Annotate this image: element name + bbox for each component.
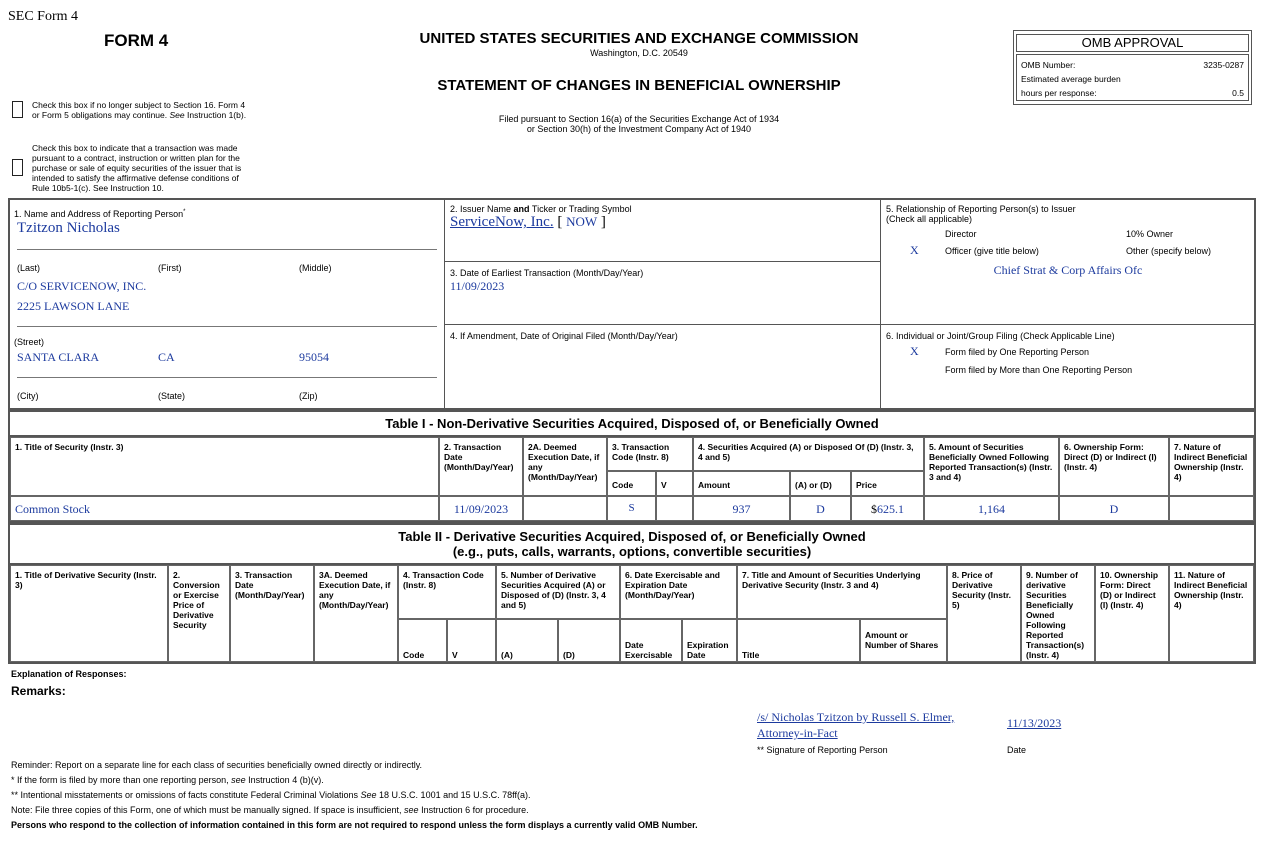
footnote-copies: Note: File three copies of this Form, one of which must be manually signed. If space is insufficient, see Instruction 6 for procedure. xyxy=(11,805,529,815)
t1-col-v: V xyxy=(656,471,693,496)
relationship-label: 5. Relationship of Reporting Person(s) to Issuer xyxy=(886,204,1076,214)
filing-one-person: Form filed by One Reporting Person xyxy=(945,347,1090,357)
form-title: FORM 4 xyxy=(104,31,169,50)
footnote-misstatements: ** Intentional misstatements or omissions of facts constitute Federal Criminal Violations See 18 U.S.C. 1001 and 15 U.S.C. 78ff(a). xyxy=(11,790,531,800)
omb-details xyxy=(1016,54,1249,101)
t2-col-underlying-securities: 7. Title and Amount of Securities Underlying Derivative Security (Instr. 3 and 4) xyxy=(737,565,947,619)
row-amount: 937 xyxy=(693,496,790,521)
officer-mark: X xyxy=(910,243,919,257)
address-line2: 2225 LAWSON LANE xyxy=(17,299,130,313)
officer-label: Officer (give title below) xyxy=(945,246,1039,256)
middle-label: (Middle) xyxy=(299,263,332,273)
table-2-title: Table II - Derivative Securities Acquired, Disposed of, or Beneficially Owned (e.g., puts, calls, warrants, options, convertible securities) xyxy=(398,529,866,559)
t1-col-ownership-form: 6. Ownership Form: Direct (D) or Indirect (I) (Instr. 4) xyxy=(1059,437,1169,496)
t2-col-exercisable-expiration: 6. Date Exercisable and Expiration Date (Month/Day/Year) xyxy=(620,565,737,619)
agency-title: UNITED STATES SECURITIES AND EXCHANGE COMMISSION xyxy=(419,30,859,47)
reminder-note: Reminder: Report on a separate line for each class of securities beneficially owned directly or indirectly. xyxy=(11,760,423,770)
t1-col-a-or-d: (A) or (D) xyxy=(790,471,851,496)
state-label: (State) xyxy=(158,391,186,401)
earliest-date-label: 3. Date of Earliest Transaction (Month/Day/Year) xyxy=(450,268,644,278)
filing-label: 6. Individual or Joint/Group Filing (Check Applicable Line) xyxy=(886,331,1115,341)
t1-col-securities-acquired: 4. Securities Acquired (A) or Disposed Of (D) (Instr. 3, 4 and 5) xyxy=(693,437,924,471)
explanation-heading: Explanation of Responses: xyxy=(11,669,127,679)
t1-col-nature-ownership: 7. Nature of Indirect Beneficial Ownership (Instr. 4) xyxy=(1169,437,1254,496)
t2-col-expiration-date: Expiration Date xyxy=(682,619,737,662)
rule10b5-checkbox[interactable] xyxy=(12,159,23,176)
t2-col-title-derivative: 1. Title of Derivative Security (Instr. 3) xyxy=(10,565,168,662)
last-label: (Last) xyxy=(17,263,41,273)
row-deemed-date xyxy=(523,496,607,521)
statement-title: STATEMENT OF CHANGES IN BENEFICIAL OWNERSHIP xyxy=(437,77,841,94)
t2-col-number-derivative: 5. Number of Derivative Securities Acquired (A) or Disposed of (D) (Instr. 3, 4 and 5) xyxy=(496,565,620,619)
t2-col-transaction-code: 4. Transaction Code (Instr. 8) xyxy=(398,565,496,619)
t1-col-code: Code xyxy=(607,471,656,496)
remarks-heading: Remarks: xyxy=(11,684,66,698)
director-label: Director xyxy=(945,229,977,239)
t2-col-transaction-date: 3. Transaction Date (Month/Day/Year) xyxy=(230,565,314,662)
omb-validity-note: Persons who respond to the collection of information contained in this form are not required to respond unless the form displays a currently valid OMB Number. xyxy=(11,820,698,830)
other-label: Other (specify below) xyxy=(1126,246,1212,256)
t2-col-a: (A) xyxy=(496,619,558,662)
section16-text: Check this box if no longer subject to Section 16. Form 4 or Form 5 obligations may continue. See Instruction 1(b). xyxy=(32,100,247,120)
t1-col-transaction-code: 3. Transaction Code (Instr. 8) xyxy=(607,437,693,471)
row-security-title: Common Stock xyxy=(10,496,439,521)
row-transaction-date: 11/09/2023 xyxy=(439,496,523,521)
t1-col-amount: Amount xyxy=(693,471,790,496)
omb-title: OMB APPROVAL xyxy=(1016,34,1249,52)
filed-pursuant-line1: Filed pursuant to Section 16(a) of the Securities Exchange Act of 1934 xyxy=(498,114,780,124)
t2-col-ownership-form: 10. Ownership Form: Direct (D) or Indirect (I) (Instr. 4) xyxy=(1095,565,1169,662)
filing-mark: X xyxy=(910,344,919,358)
omb-burden-label: Estimated average burden xyxy=(1021,74,1121,84)
t2-col-price-derivative: 8. Price of Derivative Security (Instr. 5) xyxy=(947,565,1021,662)
omb-hours-value: 0.5 xyxy=(1232,88,1244,98)
ticker-link[interactable]: NOW xyxy=(566,214,598,229)
omb-number-value: 3235-0287 xyxy=(1203,60,1244,70)
row-amount-owned: 1,164 xyxy=(924,496,1059,521)
t1-col-price: Price xyxy=(851,471,924,496)
zip-value: 95054 xyxy=(299,350,329,364)
state-value: CA xyxy=(158,350,175,364)
first-label: (First) xyxy=(158,263,182,273)
reporting-person-label: 1. Name and Address of Reporting Person* xyxy=(14,209,186,219)
section16-checkbox[interactable] xyxy=(12,101,23,118)
t2-col-number-owned: 9. Number of derivative Securities Beneficially Owned Following Reported Transaction(s) (Instr. 4) xyxy=(1021,565,1095,662)
date-label: Date xyxy=(1007,745,1027,755)
row-price: $625.1 xyxy=(851,496,924,521)
signature-label: ** Signature of Reporting Person xyxy=(757,745,888,755)
signature-line2[interactable]: Attorney-in-Fact xyxy=(757,726,838,740)
t2-col-underlying-amount: Amount or Number of Shares xyxy=(860,619,947,662)
city-value: SANTA CLARA xyxy=(17,350,100,364)
t2-col-conversion-price: 2. Conversion or Exercise Price of Derivative Security xyxy=(168,565,230,662)
issuer-name-row: ServiceNow, Inc. [ NOW ] xyxy=(450,214,606,230)
row-v xyxy=(656,496,693,521)
rule10b5-text: Check this box to indicate that a transaction was made pursuant to a contract, instruction or written plan for the purchase or sale of equity securities of the issuer that is intended to satisfy the affirmative defense conditions of Rule 10b5-1(c). See Instruction 10. xyxy=(32,143,242,193)
sec-form-label: SEC Form 4 xyxy=(8,9,79,24)
ten-percent-owner-label: 10% Owner xyxy=(1126,229,1174,239)
omb-hours-label: hours per response: xyxy=(1021,88,1097,98)
row-ownership-form: D xyxy=(1059,496,1169,521)
omb-approval-box xyxy=(1013,30,1252,105)
t1-col-deemed-date: 2A. Deemed Execution Date, if any (Month/Day/Year) xyxy=(523,437,607,496)
filed-pursuant-line2: or Section 30(h) of the Investment Company Act of 1940 xyxy=(526,124,752,134)
city-label: (City) xyxy=(17,391,39,401)
street-label: (Street) xyxy=(14,337,45,347)
agency-location: Washington, D.C. 20549 xyxy=(590,48,688,58)
address-line1: C/O SERVICENOW, INC. xyxy=(17,279,147,293)
filing-more-persons: Form filed by More than One Reporting Person xyxy=(945,365,1133,375)
signature-date[interactable]: 11/13/2023 xyxy=(1007,716,1062,730)
amendment-label: 4. If Amendment, Date of Original Filed (Month/Day/Year) xyxy=(450,331,678,341)
reporting-info-grid xyxy=(8,198,1256,410)
reporting-person-name: Tzitzon Nicholas xyxy=(17,220,120,236)
omb-number-label: OMB Number: xyxy=(1021,60,1076,70)
table-1-title: Table I - Non-Derivative Securities Acquired, Disposed of, or Beneficially Owned xyxy=(385,416,879,431)
t2-col-deemed-date: 3A. Deemed Execution Date, if any (Month/Day/Year) xyxy=(314,565,398,662)
t2-col-d: (D) xyxy=(558,619,620,662)
t2-col-code: Code xyxy=(398,619,447,662)
officer-title: Chief Strat & Corp Affairs Ofc xyxy=(993,263,1143,277)
t2-col-nature-ownership: 11. Nature of Indirect Beneficial Ownership (Instr. 4) xyxy=(1169,565,1254,662)
t1-col-amount-owned: 5. Amount of Securities Beneficially Owned Following Reported Transaction(s) (Instr. 3 and 4) xyxy=(924,437,1059,496)
t1-col-transaction-date: 2. Transaction Date (Month/Day/Year) xyxy=(439,437,523,496)
footnote-multiple-persons: * If the form is filed by more than one reporting person, see Instruction 4 (b)(v). xyxy=(11,775,324,785)
t2-col-v: V xyxy=(447,619,496,662)
earliest-date-value: 11/09/2023 xyxy=(450,279,505,293)
t2-col-underlying-title: Title xyxy=(737,619,860,662)
issuer-label: 2. Issuer Name and Ticker or Trading Symbol xyxy=(450,204,632,214)
row-a-or-d: D xyxy=(790,496,851,521)
signature-line1[interactable]: /s/ Nicholas Tzitzon by Russell S. Elmer, xyxy=(757,710,955,724)
row-code: S xyxy=(607,496,656,521)
t1-col-title-security: 1. Title of Security (Instr. 3) xyxy=(10,437,439,496)
t2-col-date-exercisable: Date Exercisable xyxy=(620,619,682,662)
relationship-sublabel: (Check all applicable) xyxy=(886,214,973,224)
signature[interactable] xyxy=(757,709,954,741)
zip-label: (Zip) xyxy=(299,391,318,401)
row-nature-ownership xyxy=(1169,496,1254,521)
issuer-name-link[interactable]: ServiceNow, Inc. xyxy=(450,214,554,230)
